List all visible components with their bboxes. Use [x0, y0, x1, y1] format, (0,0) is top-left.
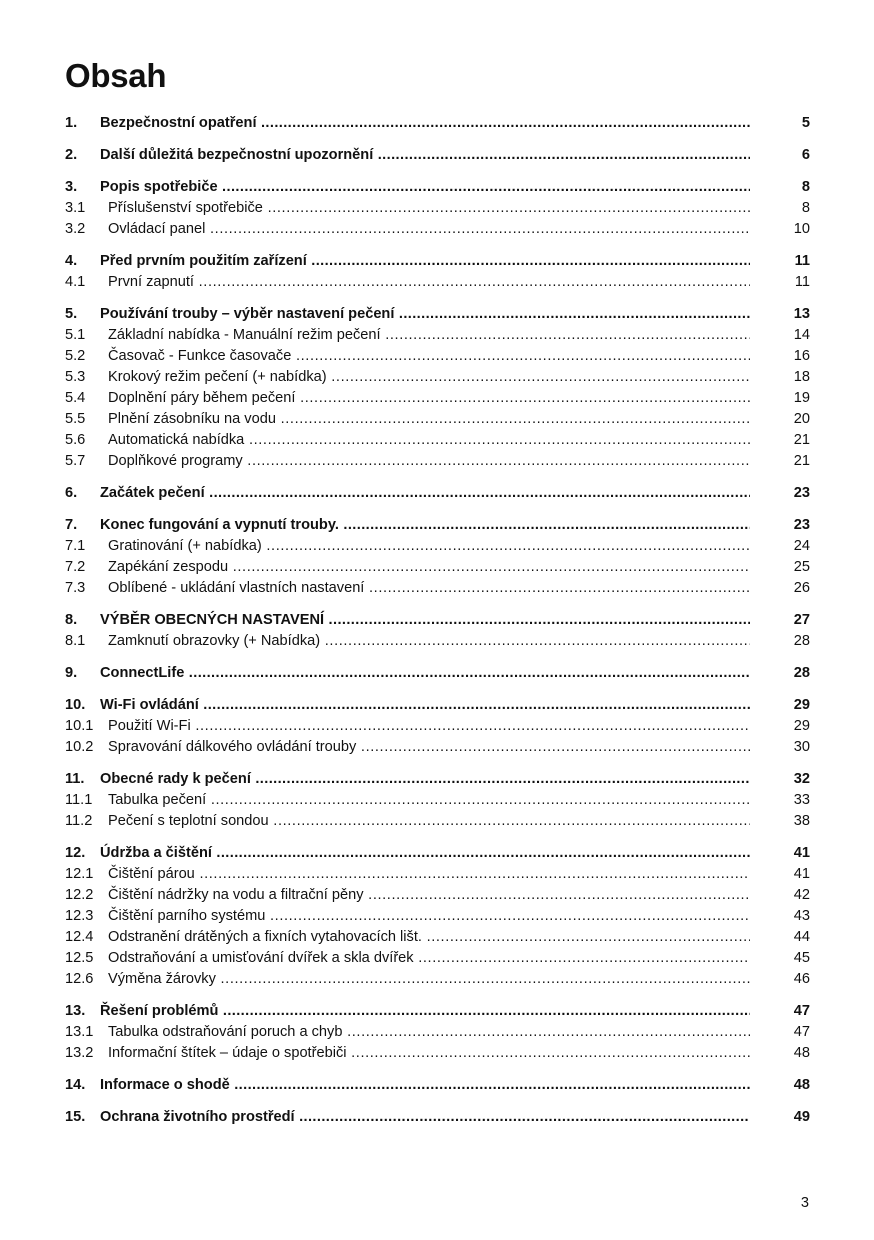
toc-entry-page: 23 [793, 517, 810, 533]
toc-section-entry[interactable] [65, 536, 810, 557]
toc-entry-title: Doplňkové programy [108, 453, 243, 469]
toc-entry-page: 28 [793, 665, 810, 681]
toc-entry-leader [100, 663, 750, 684]
toc-chapter-entry[interactable] [65, 251, 810, 272]
toc-section-entry[interactable] [65, 430, 810, 451]
toc-entry-title: První zapnutí [108, 274, 194, 290]
toc-chapter-entry[interactable] [65, 1075, 810, 1096]
toc-entry-number: 9. [65, 665, 78, 681]
toc-entry-number: 10.2 [65, 739, 94, 755]
toc-entry-page: 48 [793, 1045, 810, 1061]
toc-entry-page: 24 [793, 538, 810, 554]
toc-entry-number: 4. [65, 253, 78, 269]
toc-chapter-entry[interactable] [65, 610, 810, 631]
toc-entry-page: 29 [793, 697, 810, 713]
toc-entry-number: 15. [65, 1109, 86, 1125]
toc-section-entry[interactable] [65, 1022, 810, 1043]
toc-entry-leader [108, 451, 750, 472]
toc-entry-number: 3. [65, 179, 78, 195]
toc-entry-page: 42 [793, 887, 810, 903]
toc-entry-page: 46 [793, 971, 810, 987]
toc-entry-page: 41 [793, 866, 810, 882]
toc-entry-page: 8 [801, 200, 810, 216]
toc-entry-number: 7.3 [65, 580, 86, 596]
toc-entry-leader [100, 113, 750, 134]
toc-chapter-entry[interactable] [65, 113, 810, 134]
toc-section-entry[interactable] [65, 737, 810, 758]
toc-section-entry[interactable] [65, 969, 810, 990]
toc-section-entry[interactable] [65, 346, 810, 367]
toc-entry-title: Ovládací panel [108, 221, 206, 237]
toc-entry-title: ConnectLife [100, 665, 185, 681]
toc-entry-leader [108, 198, 750, 219]
toc-entry-leader [108, 557, 750, 578]
toc-section-entry[interactable] [65, 219, 810, 240]
toc-entry-title: Tabulka pečení [108, 792, 207, 808]
toc-entry-leader [100, 1107, 750, 1128]
toc-section-entry[interactable] [65, 811, 810, 832]
toc-entry-page: 30 [793, 739, 810, 755]
toc-entry-leader [108, 219, 750, 240]
toc-section-entry[interactable] [65, 578, 810, 599]
toc-entry-leader [108, 948, 750, 969]
toc-entry-number: 6. [65, 485, 78, 501]
toc-section-entry[interactable] [65, 631, 810, 652]
toc-entry-title: Řešení problémů [100, 1003, 219, 1019]
toc-entry-title: Začátek pečení [100, 485, 205, 501]
toc-entry-title: Informační štítek – údaje o spotřebiči [108, 1045, 347, 1061]
toc-entry-leader [108, 325, 750, 346]
toc-entry-leader [108, 430, 750, 451]
toc-entry-leader [108, 1022, 750, 1043]
toc-entry-title: Wi-Fi ovládání [100, 697, 199, 713]
toc-entry-number: 11. [65, 771, 85, 787]
toc-entry-number: 5.2 [65, 348, 86, 364]
toc-entry-page: 14 [793, 327, 810, 343]
toc-entry-leader [108, 631, 750, 652]
toc-entry-page: 28 [793, 633, 810, 649]
toc-entry-title: Používání trouby – výběr nastavení pečení [100, 306, 395, 322]
toc-entry-title: Bezpečnostní opatření [100, 115, 257, 131]
toc-section-entry[interactable] [65, 325, 810, 346]
toc-entry-number: 11.2 [65, 813, 93, 829]
toc-entry-page: 20 [793, 411, 810, 427]
toc-entry-title: Výměna žárovky [108, 971, 216, 987]
toc-entry-page: 29 [793, 718, 810, 734]
toc-entry-leader [108, 272, 750, 293]
toc-entry-number: 10. [65, 697, 86, 713]
toc-entry-leader [100, 304, 750, 325]
toc-entry-title: Plnění zásobníku na vodu [108, 411, 276, 427]
toc-entry-title: Zamknutí obrazovky (+ Nabídka) [108, 633, 321, 649]
toc-entry-title: Před prvním použitím zařízení [100, 253, 307, 269]
toc-entry-leader [108, 388, 750, 409]
toc-entry-title: Popis spotřebiče [100, 179, 218, 195]
toc-section-entry[interactable] [65, 906, 810, 927]
toc-chapter-entry[interactable] [65, 695, 810, 716]
toc-entry-number: 7.1 [65, 538, 86, 554]
toc-entry-page: 18 [793, 369, 810, 385]
toc-entry-leader [108, 1043, 750, 1064]
toc-entry-page: 5 [801, 115, 810, 131]
toc-entry-title: Oblíbené - ukládání vlastních nastavení [108, 580, 365, 596]
toc-entry-page: 47 [793, 1003, 810, 1019]
toc-entry-number: 12.6 [65, 971, 94, 987]
toc-chapter-entry[interactable] [65, 515, 810, 536]
toc-section-entry[interactable] [65, 388, 810, 409]
toc-section-entry[interactable] [65, 716, 810, 737]
toc-entry-number: 5.5 [65, 411, 86, 427]
toc-entry-page: 16 [793, 348, 810, 364]
toc-entry-number: 8. [65, 612, 78, 628]
toc-section-entry[interactable] [65, 198, 810, 219]
toc-entry-title: Doplnění páry během pečení [108, 390, 296, 406]
toc-section-entry[interactable] [65, 790, 810, 811]
toc-entry-number: 7. [65, 517, 78, 533]
toc-entry-page: 8 [801, 179, 810, 195]
toc-section-entry[interactable] [65, 367, 810, 388]
page-title: Obsah [65, 57, 167, 94]
toc-section-entry[interactable] [65, 1043, 810, 1064]
toc-entry-title: Tabulka odstraňování poruch a chyb [108, 1024, 343, 1040]
toc-entry-title: Příslušenství spotřebiče [108, 200, 263, 216]
toc-entry-page: 44 [793, 929, 810, 945]
toc-entry-title: Čištění parního systému [108, 908, 266, 924]
toc-entry-leader [100, 843, 750, 864]
toc-entry-title: Konec fungování a vypnutí trouby. [100, 517, 339, 533]
toc-entry-number: 4.1 [65, 274, 86, 290]
toc-section-entry[interactable] [65, 948, 810, 969]
toc-entry-number: 12.5 [65, 950, 94, 966]
toc-entry-title: VÝBĚR OBECNÝCH NASTAVENÍ [100, 612, 325, 628]
toc-chapter-entry[interactable] [65, 663, 810, 684]
toc-entry-page: 26 [793, 580, 810, 596]
toc-entry-leader [108, 578, 750, 599]
toc-entry-leader [108, 737, 750, 758]
toc-entry-number: 3.1 [65, 200, 86, 216]
toc-entry-number: 3.2 [65, 221, 86, 237]
toc-chapter-entry[interactable] [65, 304, 810, 325]
toc-entry-title: Základní nabídka - Manuální režim pečení [108, 327, 381, 343]
toc-entry-number: 10.1 [65, 718, 94, 734]
toc-entry-page: 13 [793, 306, 810, 322]
toc-entry-page: 25 [793, 559, 810, 575]
toc-entry-leader [100, 483, 750, 504]
toc-entry-leader [108, 409, 750, 430]
toc-entry-leader [108, 790, 750, 811]
toc-entry-number: 13.1 [65, 1024, 94, 1040]
toc-entry-number: 5. [65, 306, 78, 322]
toc-entry-number: 12.3 [65, 908, 94, 924]
table-of-contents [65, 113, 810, 1128]
toc-entry-title: Obecné rady k pečení [100, 771, 251, 787]
toc-entry-title: Použití Wi-Fi [108, 718, 191, 734]
toc-entry-title: Gratinování (+ nabídka) [108, 538, 262, 554]
toc-entry-leader [100, 695, 750, 716]
toc-section-entry[interactable] [65, 451, 810, 472]
toc-entry-title: Spravování dálkového ovládání trouby [108, 739, 357, 755]
toc-entry-number: 12. [65, 845, 86, 861]
toc-entry-number: 12.4 [65, 929, 94, 945]
toc-entry-number: 8.1 [65, 633, 86, 649]
toc-entry-page: 11 [794, 253, 810, 269]
toc-entry-page: 48 [793, 1077, 810, 1093]
toc-entry-page: 11 [794, 274, 810, 290]
toc-entry-number: 5.1 [65, 327, 86, 343]
toc-section-entry[interactable] [65, 864, 810, 885]
toc-chapter-entry[interactable] [65, 843, 810, 864]
toc-entry-leader [108, 885, 750, 906]
toc-entry-title: Automatická nabídka [108, 432, 245, 448]
toc-entry-title: Zapékání zespodu [108, 559, 229, 575]
toc-entry-leader [100, 610, 750, 631]
toc-entry-number: 7.2 [65, 559, 86, 575]
toc-entry-number: 5.4 [65, 390, 86, 406]
toc-entry-page: 33 [793, 792, 810, 808]
toc-entry-leader [108, 906, 750, 927]
toc-entry-title: Pečení s teplotní sondou [108, 813, 269, 829]
toc-entry-page: 49 [793, 1109, 810, 1125]
toc-entry-leader [100, 177, 750, 198]
toc-entry-leader [108, 864, 750, 885]
toc-entry-page: 21 [793, 453, 810, 469]
toc-entry-title: Čištění nádržky na vodu a filtrační pěny [108, 887, 364, 903]
toc-entry-leader [108, 346, 750, 367]
toc-entry-number: 13.2 [65, 1045, 94, 1061]
toc-section-entry[interactable] [65, 927, 810, 948]
toc-entry-number: 12.2 [65, 887, 94, 903]
toc-entry-number: 5.6 [65, 432, 86, 448]
toc-entry-page: 21 [793, 432, 810, 448]
toc-entry-title: Odstranění drátěných a fixních vytahovacích lišt. [108, 929, 422, 945]
toc-section-entry[interactable] [65, 409, 810, 430]
toc-entry-page: 10 [793, 221, 810, 237]
toc-chapter-entry[interactable] [65, 1001, 810, 1022]
toc-entry-number: 14. [65, 1077, 86, 1093]
toc-entry-leader [100, 1001, 750, 1022]
toc-entry-leader [108, 811, 750, 832]
toc-entry-title: Časovač - Funkce časovače [108, 348, 292, 364]
toc-chapter-entry[interactable] [65, 769, 810, 790]
toc-entry-page: 43 [793, 908, 810, 924]
toc-entry-leader [108, 536, 750, 557]
toc-entry-page: 19 [793, 390, 810, 406]
toc-section-entry[interactable] [65, 885, 810, 906]
toc-entry-number: 5.3 [65, 369, 86, 385]
toc-entry-page: 38 [793, 813, 810, 829]
toc-entry-page: 45 [793, 950, 810, 966]
toc-entry-page: 6 [801, 147, 810, 163]
toc-chapter-entry[interactable] [65, 177, 810, 198]
toc-entry-title: Informace o shodě [100, 1077, 230, 1093]
toc-entry-leader [100, 769, 750, 790]
toc-entry-leader [108, 716, 750, 737]
toc-chapter-entry[interactable] [65, 1107, 810, 1128]
toc-entry-leader [108, 367, 750, 388]
toc-entry-number: 5.7 [65, 453, 86, 469]
toc-entry-page: 41 [793, 845, 810, 861]
toc-entry-title: Odstraňování a umisťování dvířek a skla dvířek [108, 950, 414, 966]
toc-entry-leader [100, 251, 750, 272]
toc-section-entry[interactable] [65, 557, 810, 578]
toc-entry-title: Krokový režim pečení (+ nabídka) [108, 369, 327, 385]
toc-entry-leader [100, 1075, 750, 1096]
toc-entry-page: 47 [793, 1024, 810, 1040]
toc-entry-leader [108, 927, 750, 948]
toc-entry-page: 23 [793, 485, 810, 501]
toc-entry-number: 1. [65, 115, 78, 131]
toc-entry-title: Ochrana životního prostředí [100, 1109, 295, 1125]
toc-chapter-entry[interactable] [65, 145, 810, 166]
toc-entry-number: 11.1 [65, 792, 93, 808]
toc-entry-number: 2. [65, 147, 78, 163]
toc-section-entry[interactable] [65, 272, 810, 293]
toc-entry-title: Údržba a čištění [100, 845, 212, 861]
page-number: 3 [800, 1195, 809, 1211]
toc-entry-page: 32 [793, 771, 810, 787]
toc-entry-leader [108, 969, 750, 990]
toc-entry-number: 13. [65, 1003, 86, 1019]
toc-entry-leader [100, 145, 750, 166]
toc-chapter-entry[interactable] [65, 483, 810, 504]
toc-entry-leader [100, 515, 750, 536]
toc-entry-page: 27 [793, 612, 810, 628]
toc-entry-number: 12.1 [65, 866, 94, 882]
toc-entry-title: Další důležitá bezpečnostní upozornění [100, 147, 374, 163]
toc-entry-title: Čištění párou [108, 866, 195, 882]
